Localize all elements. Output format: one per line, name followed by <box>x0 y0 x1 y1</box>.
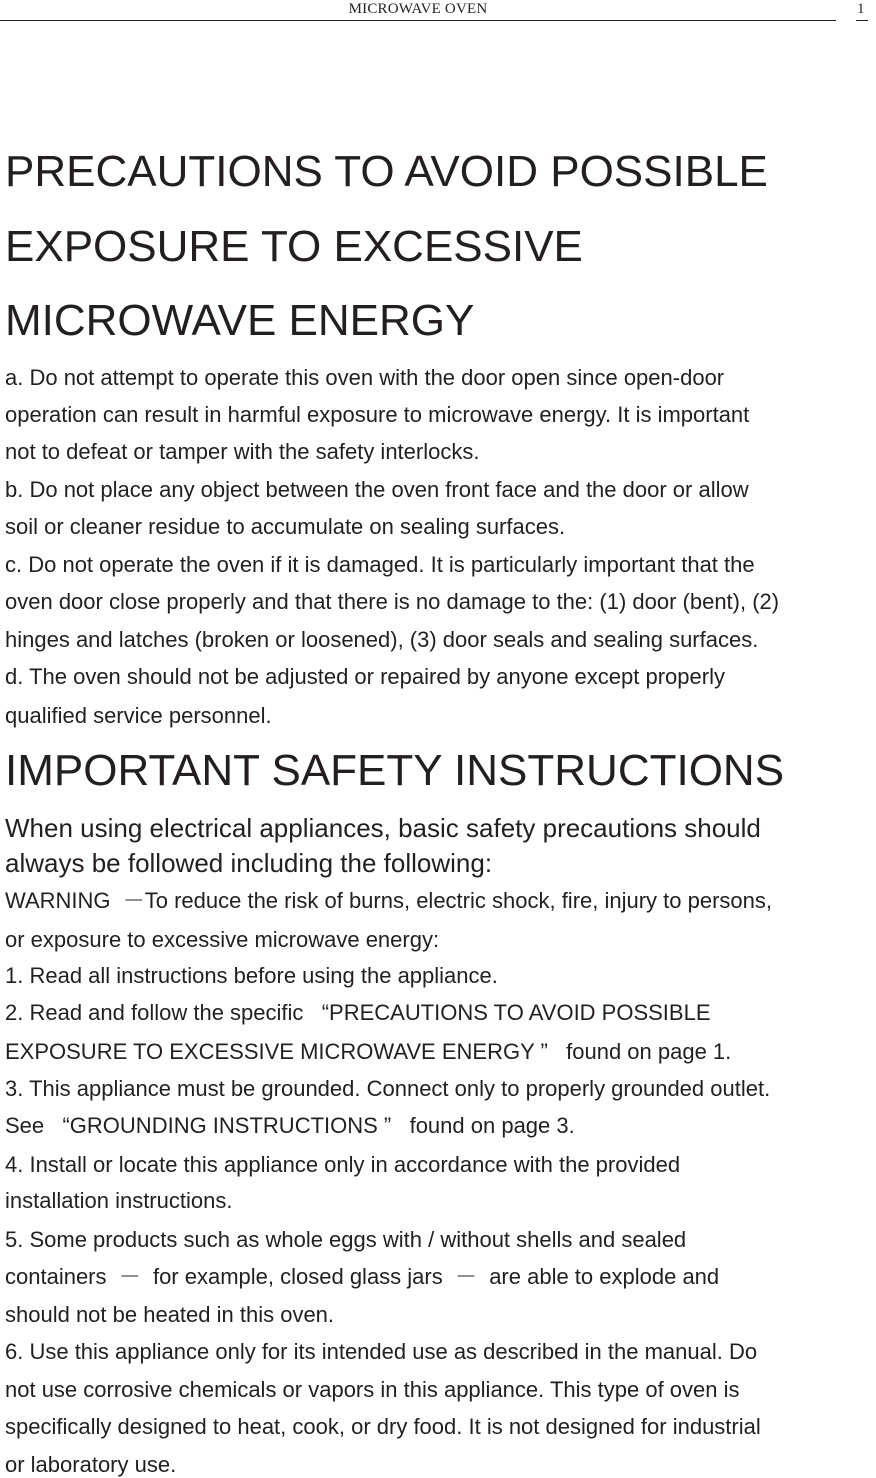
instruction-line: 6. Use this appliance only for its intended use as described in the manual. Do <box>5 1339 758 1364</box>
instruction-line: 5. Some products such as whole eggs with / without shells and sealed <box>5 1227 687 1252</box>
instruction-line: or laboratory use. <box>5 1452 177 1477</box>
instruction-line: 3. This appliance must be grounded. Connect only to properly grounded outlet. <box>5 1076 771 1101</box>
instruction-line: 2. Read and follow the specific “PRECAUTIONS TO AVOID POSSIBLE <box>5 1000 711 1025</box>
body-line: qualified service personnel. <box>5 703 272 728</box>
instruction-line: 1. Read all instructions before using the appliance. <box>5 963 498 988</box>
header-title: MICROWAVE OVEN <box>348 1 488 17</box>
body-line: a. Do not attempt to operate this oven with the door open since open-door <box>5 365 725 390</box>
section-title-line: PRECAUTIONS TO AVOID POSSIBLE <box>5 147 768 196</box>
body-line: or exposure to excessive microwave energy: <box>5 927 440 952</box>
instruction-line: EXPOSURE TO EXCESSIVE MICROWAVE ENERGY ” found on page 1. <box>5 1039 732 1064</box>
instruction-line: should not be heated in this oven. <box>5 1302 335 1327</box>
page-header <box>0 0 876 22</box>
instruction-line: 4. Install or locate this appliance only in accordance with the provided <box>5 1152 681 1177</box>
warning-line: WARNING －To reduce the risk of burns, electric shock, fire, injury to persons, <box>5 888 773 913</box>
header-rule <box>0 20 836 21</box>
instruction-line: See “GROUNDING INSTRUCTIONS ” found on page 3. <box>5 1113 575 1138</box>
section-title: IMPORTANT SAFETY INSTRUCTIONS <box>5 746 785 795</box>
page-number: 1 <box>857 1 865 17</box>
body-line: b. Do not place any object between the oven front face and the door or allow <box>5 477 749 502</box>
instruction-line: containers － for example, closed glass jars － are able to explode and <box>5 1264 720 1289</box>
intro-line: always be followed including the following: <box>5 848 493 878</box>
instruction-line: installation instructions. <box>5 1188 233 1213</box>
body-line: oven door close properly and that there is no damage to the: (1) door (bent), (2) <box>5 589 780 614</box>
body-line: not to defeat or tamper with the safety interlocks. <box>5 439 480 464</box>
body-line: hinges and latches (broken or loosened), (3) door seals and sealing surfaces. <box>5 627 759 652</box>
instruction-line: specifically designed to heat, cook, or dry food. It is not designed for industrial <box>5 1414 761 1439</box>
intro-line: When using electrical appliances, basic safety precautions should <box>5 813 761 843</box>
instruction-line: not use corrosive chemicals or vapors in this appliance. This type of oven is <box>5 1377 740 1402</box>
section-title-line: EXPOSURE TO EXCESSIVE <box>5 222 583 271</box>
page-number-rule <box>856 20 868 21</box>
body-line: soil or cleaner residue to accumulate on sealing surfaces. <box>5 514 566 539</box>
section-title-line: MICROWAVE ENERGY <box>5 296 475 345</box>
body-line: d. The oven should not be adjusted or repaired by anyone except properly <box>5 664 725 689</box>
body-line: operation can result in harmful exposure to microwave energy. It is important <box>5 402 750 427</box>
body-line: c. Do not operate the oven if it is damaged. It is particularly important that the <box>5 552 755 577</box>
